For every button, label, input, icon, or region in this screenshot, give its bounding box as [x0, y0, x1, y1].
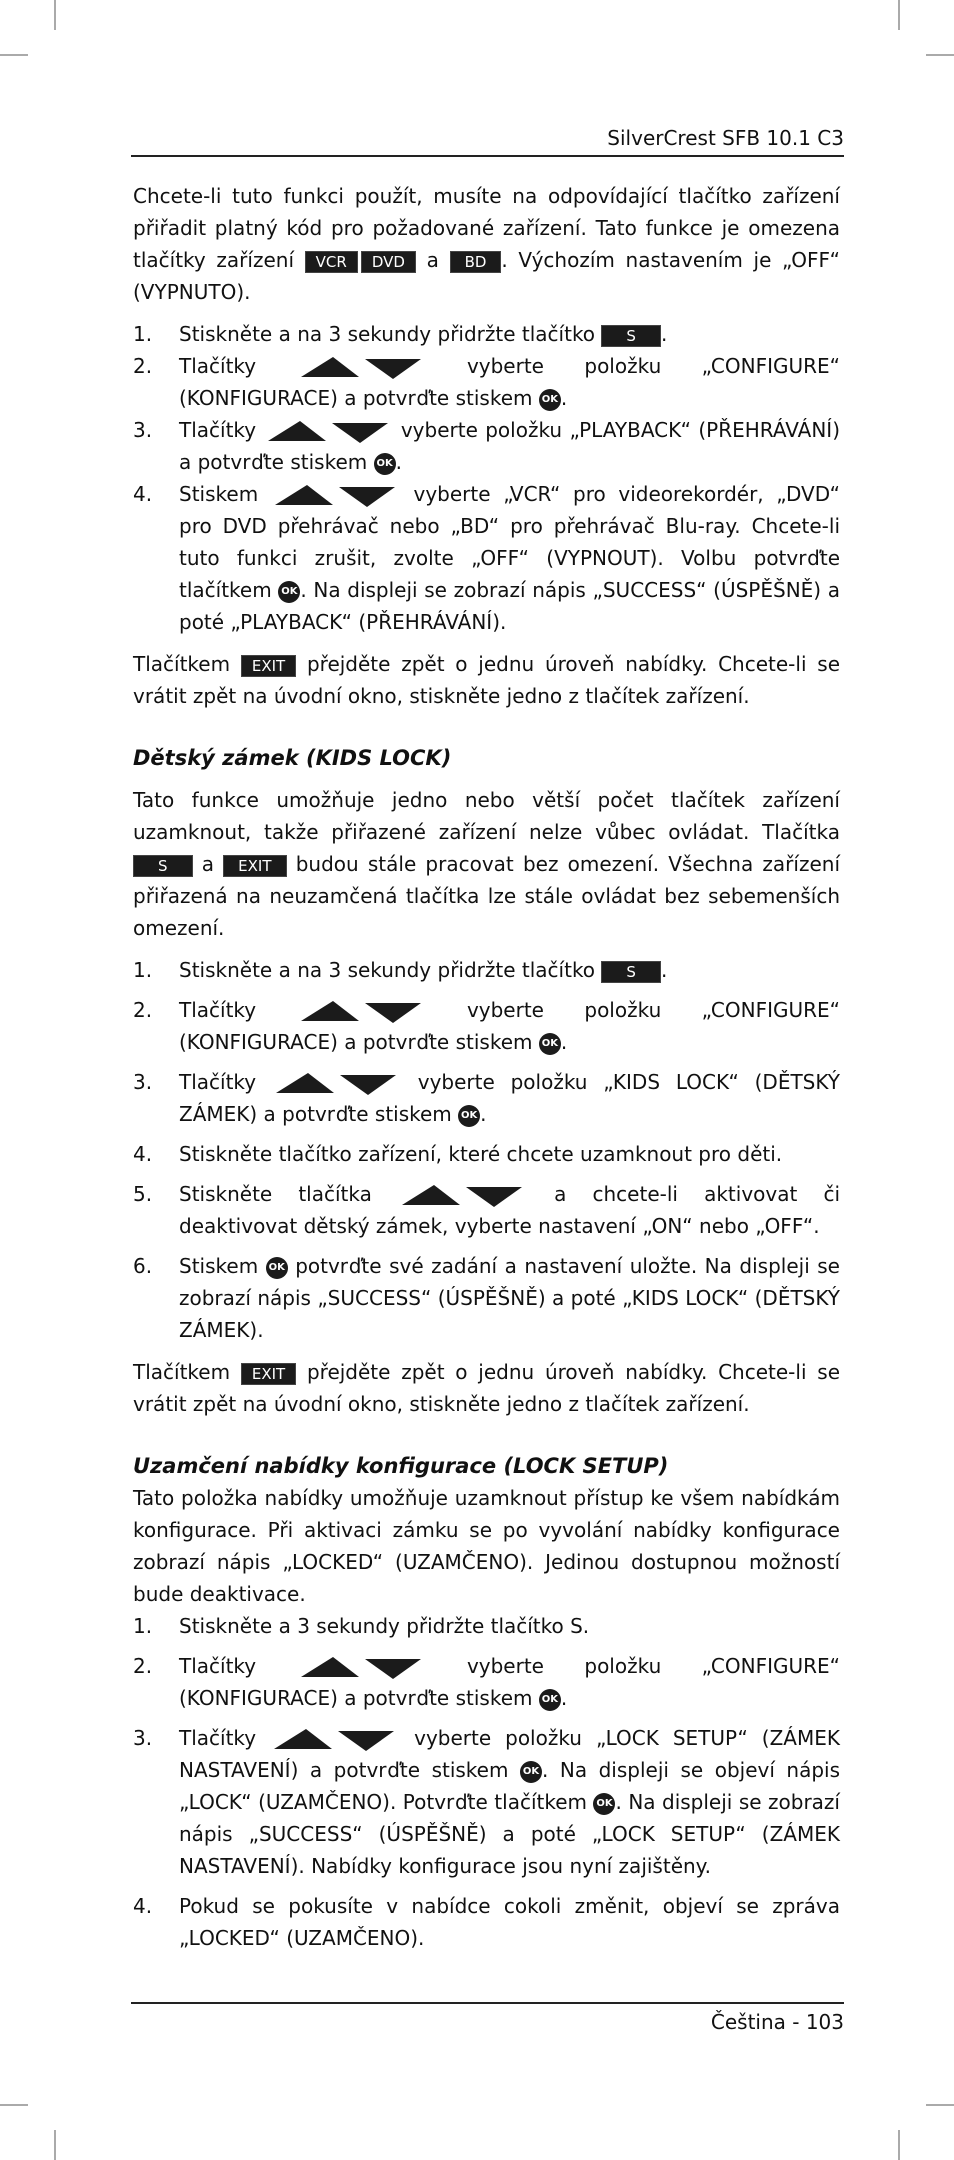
ok-button-icon: OK [593, 1793, 615, 1815]
crop-mark [898, 2130, 900, 2160]
intro-text-b: . Výchozím nastavením je „OFF“ (VYPNUTO). [133, 248, 840, 304]
section-heading: Dětský zámek (KIDS LOCK) [133, 746, 452, 770]
list-item [133, 350, 840, 414]
step-text: . [560, 1030, 568, 1054]
step-text: vyberte položku „CONFIGURE“ (KONFIGURACE) a potvrďte stiskem [179, 354, 840, 410]
exit-button-icon: EXIT [241, 655, 296, 677]
step-text: . [560, 1686, 568, 1710]
bd-button-icon: BD [450, 251, 502, 273]
crop-mark [54, 0, 56, 30]
lock-steps [133, 1610, 840, 1954]
dvd-button-icon: DVD [361, 251, 416, 273]
up-down-arrows-icon [297, 355, 427, 381]
step-number: 2. [133, 354, 153, 378]
step-number: 4. [133, 1894, 153, 1918]
exit-button-icon: EXIT [241, 1363, 296, 1385]
exit-text-a: Tlačítkem [133, 1360, 231, 1384]
crop-mark [898, 0, 900, 30]
crop-mark [0, 54, 28, 56]
exit-text-b: přejděte zpět o jednu úroveň nabídky. Chcete-li se vrátit zpět na úvodní okno, stiskněte jedno z tlačítek zařízení. [133, 652, 840, 708]
running-header: SilverCrest SFB 10.1 C3 [607, 126, 844, 150]
lock-paragraph: Tato položka nabídky umožňuje uzamknout přístup ke všem nabídkám konfigurace. Při aktivaci zámku se po vyvolání nabídky konfigurace zobrazí nápis „LOCKED“ (UZAMČENO). Jedinou dostupnou možností bude deaktivace. [133, 1486, 840, 1606]
crop-mark [54, 2130, 56, 2160]
list-item [133, 1138, 840, 1170]
kids-paragraph [133, 784, 840, 944]
step-text: Stiskem [179, 482, 259, 506]
step-number: 1. [133, 322, 153, 346]
step-number: 6. [133, 1254, 153, 1278]
step-text: Stiskem [179, 1254, 259, 1278]
ok-button-icon: OK [266, 1257, 288, 1279]
crop-mark [926, 54, 954, 56]
list-item [133, 318, 840, 350]
section-heading: Uzamčení nabídky konfigurace (LOCK SETUP) [133, 1454, 669, 1478]
step-text: . [660, 958, 668, 982]
step-text: Stiskněte a na 3 sekundy přidržte tlačítko [179, 958, 596, 982]
step-number: 2. [133, 998, 153, 1022]
exit-text-a: Tlačítkem [133, 652, 231, 676]
step-text: . [480, 1102, 487, 1126]
step-text: Stiskněte a 3 sekundy přidržte tlačítko S. [179, 1614, 590, 1638]
step-text: Tlačítky [179, 1654, 257, 1678]
exit-paragraph [133, 1356, 840, 1420]
list-item [133, 478, 840, 638]
crop-mark [0, 2104, 28, 2106]
list-item [133, 1610, 840, 1642]
intro-text-and: a [426, 248, 439, 272]
step-text: . Na displeji se zobrazí nápis „SUCCESS“ (ÚSPĚŠNĚ) a poté „PLAYBACK“ (PŘEHRÁVÁNÍ). [179, 578, 841, 634]
kids-steps [133, 954, 840, 1346]
step-text: . [560, 386, 568, 410]
step-text: Stiskněte a na 3 sekundy přidržte tlačítko [179, 322, 596, 346]
s-button-icon: S [601, 961, 661, 983]
step-text: Pokud se pokusíte v nabídce cokoli změnit, objeví se zpráva „LOCKED“ (UZAMČENO). [179, 1894, 840, 1950]
exit-button-icon: EXIT [223, 855, 286, 877]
kids-text-and: a [201, 852, 214, 876]
page-content [133, 180, 840, 1954]
list-item [133, 1066, 840, 1130]
step-text: vyberte položku „CONFIGURE“ (KONFIGURACE) a potvrďte stiskem [179, 998, 840, 1054]
list-item [133, 1250, 840, 1346]
up-down-arrows-icon [297, 1655, 427, 1681]
ok-button-icon: OK [539, 1689, 561, 1711]
page-number: Čeština - 103 [710, 2010, 844, 2034]
step-number: 3. [133, 1070, 153, 1094]
step-text: vyberte „VCR“ pro videorekordér, „DVD“ pro DVD přehrávač nebo „BD“ pro přehrávač Blu-ray. Chcete-li tuto funkci zrušit, zvolte „OFF“ (VYPNOUT). Volbu potvrďte tlačítkem [179, 482, 841, 602]
step-number: 5. [133, 1182, 153, 1206]
step-text: vyberte položku „PLAYBACK“ (PŘEHRÁVÁNÍ) a potvrďte stiskem [179, 418, 841, 474]
step-text: a chcete-li aktivovat či deaktivovat dětský zámek, vyberte nastavení „ON“ nebo „OFF“. [179, 1182, 840, 1238]
vcr-button-icon: VCR [305, 251, 358, 273]
list-item [133, 954, 840, 986]
step-text: potvrďte své zadání a nastavení uložte. Na displeji se zobrazí nápis „SUCCESS“ (ÚSPĚŠNĚ) a poté „KIDS LOCK“ (DĚTSKÝ ZÁMEK). [179, 1254, 840, 1342]
step-text: vyberte položku „LOCK SETUP“ (ZÁMEK NASTAVENÍ) a potvrďte stiskem [179, 1726, 840, 1782]
step-text: Stiskněte tlačítka [179, 1182, 372, 1206]
ok-button-icon: OK [458, 1105, 480, 1127]
step-number: 3. [133, 418, 153, 442]
up-down-arrows-icon [398, 1183, 528, 1209]
intro-paragraph [133, 180, 840, 308]
list-item [133, 1178, 840, 1242]
step-text: . Na displeji se zobrazí nápis „SUCCESS“ (ÚSPĚŠNĚ) a poté „LOCK SETUP“ (ZÁMEK NASTAVENÍ). Nabídky konfigurace jsou nyní zajištěny. [179, 1790, 840, 1878]
step-number: 4. [133, 482, 153, 506]
header-rule [131, 155, 844, 157]
step-number: 4. [133, 1142, 153, 1166]
step-number: 1. [133, 1614, 153, 1638]
step-text: Stiskněte tlačítko zařízení, které chcete uzamknout pro děti. [179, 1142, 783, 1166]
up-down-arrows-icon [271, 483, 401, 509]
footer-rule [131, 2002, 844, 2004]
intro-steps [133, 318, 840, 638]
step-text: vyberte položku „KIDS LOCK“ (DĚTSKÝ ZÁMEK) a potvrďte stiskem [179, 1070, 840, 1126]
list-item [133, 414, 840, 478]
ok-button-icon: OK [520, 1761, 542, 1783]
ok-button-icon: OK [374, 453, 396, 475]
step-text: . Na displeji se objeví nápis „LOCK“ (UZAMČENO). Potvrďte tlačítkem [179, 1758, 841, 1814]
kids-text-a: Tato funkce umožňuje jedno nebo větší počet tlačítek zařízení uzamknout, takže přiřazené zařízení nelze vůbec ovládat. Tlačítka [133, 788, 840, 844]
exit-text-b: přejděte zpět o jednu úroveň nabídky. Chcete-li se vrátit zpět na úvodní okno, stiskněte jedno z tlačítek zařízení. [133, 1360, 840, 1416]
step-text: Tlačítky [179, 354, 257, 378]
ok-button-icon: OK [539, 1033, 561, 1055]
exit-paragraph [133, 648, 840, 712]
list-item [133, 1650, 840, 1714]
step-text: Tlačítky [179, 998, 257, 1022]
intro-text-a: Chcete-li tuto funkci použít, musíte na odpovídající tlačítko zařízení přiřadit platný kód pro požadované zařízení. Tato funkce je omezena tlačítky zařízení [133, 184, 840, 272]
step-text: vyberte položku „CONFIGURE“ (KONFIGURACE) a potvrďte stiskem [179, 1654, 840, 1710]
step-text: Tlačítky [179, 1726, 257, 1750]
up-down-arrows-icon [272, 1071, 402, 1097]
list-item [133, 1890, 840, 1954]
step-text: Tlačítky [179, 418, 257, 442]
step-text: Tlačítky [179, 1070, 257, 1094]
kids-text-b: budou stále pracovat bez omezení. Všechna zařízení přiřazená na neuzamčená tlačítka lze stále ovládat bez sebemenších omezení. [133, 852, 840, 940]
step-text: . [395, 450, 402, 474]
list-item [133, 1722, 840, 1882]
step-number: 1. [133, 958, 153, 982]
crop-mark [926, 2104, 954, 2106]
step-text: . [660, 322, 668, 346]
s-button-icon: S [133, 855, 193, 877]
ok-button-icon: OK [278, 581, 300, 603]
up-down-arrows-icon [264, 419, 394, 445]
up-down-arrows-icon [270, 1727, 400, 1753]
step-number: 3. [133, 1726, 153, 1750]
up-down-arrows-icon [297, 999, 427, 1025]
s-button-icon: S [601, 325, 661, 347]
step-number: 2. [133, 1654, 153, 1678]
ok-button-icon: OK [539, 389, 561, 411]
list-item [133, 994, 840, 1058]
